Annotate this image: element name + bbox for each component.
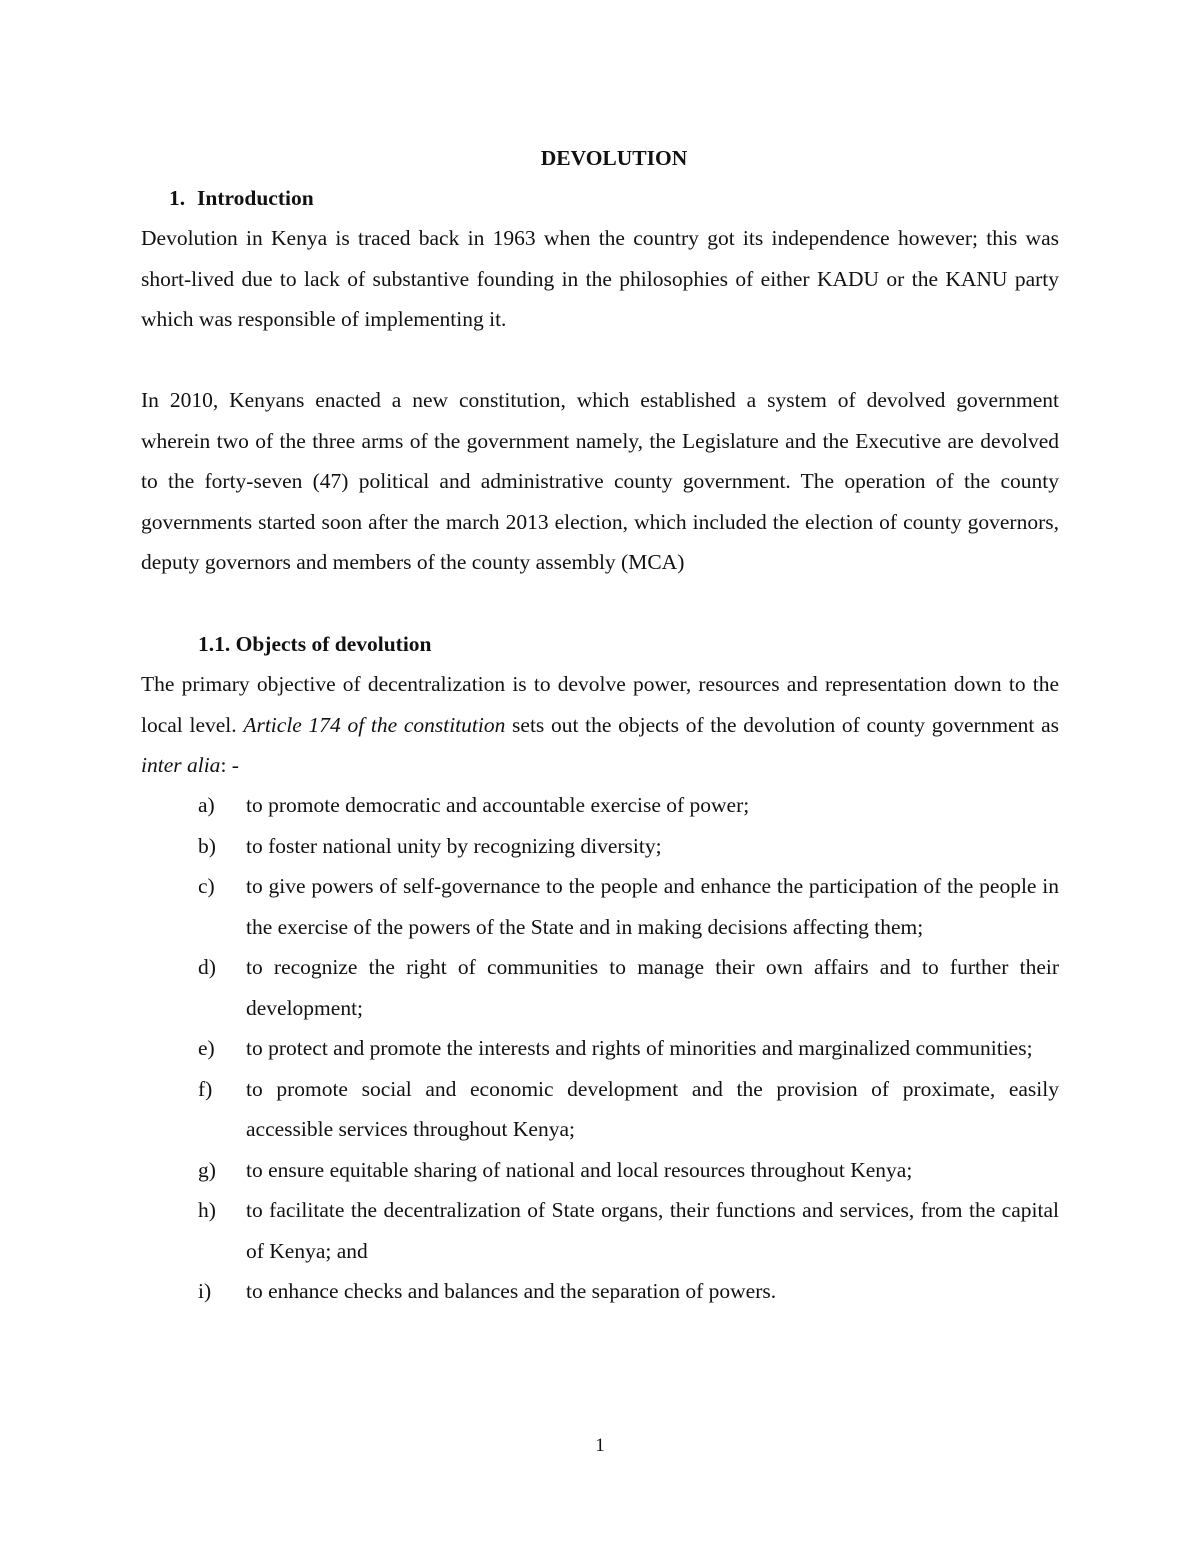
list-marker: d) [198,955,216,979]
list-item-text: to promote social and economic development and the provision of proximate, easily accessible services throughout Kenya; [246,1076,1059,1141]
section-heading-text: Introduction [197,186,314,210]
introduction-paragraph-1: Devolution in Kenya is traced back in 1963 when the country got its independence however; this was short-lived due to lack of substantive founding in the philosophies of either KADU or the KANU party which was responsible of implementing it. [141,226,1059,331]
list-item-text: to foster national unity by recognizing diversity; [246,833,662,858]
section-number: 1. [169,186,186,210]
section-heading-introduction [169,184,314,212]
intro-text-part-3: : - [220,753,239,777]
list-item-text: to ensure equitable sharing of national and local resources throughout Kenya; [246,1157,913,1182]
list-marker: i) [198,1279,212,1303]
list-marker: c) [198,874,215,898]
list-item-text: to promote democratic and accountable exercise of power; [246,793,750,817]
page-number: 1 [595,1435,605,1456]
list-item [141,1190,1059,1271]
list-item-text: to enhance checks and balances and the separation of powers. [246,1279,777,1303]
list-item [141,866,1059,947]
intro-text-part-2: sets out the objects of the devolution of county government as [505,712,1059,737]
list-item-text: to protect and promote the interests and rights of minorities and marginalized communities; [246,1036,1033,1060]
latin-phrase: inter alia [141,753,221,777]
list-marker: g) [198,1157,216,1182]
introduction-paragraph-2: In 2010, Kenyans enacted a new constitution, which established a system of devolved government wherein two of the three arms of the government namely, the Legislature and the Executive are devolved to the forty-seven (47) political and administrative county government. The operation of the county governments started soon after the march 2013 election, which included the election of county governors, deputy governors and members of the county assembly (MCA) [141,388,1059,574]
list-item [141,1028,1059,1069]
list-item-text: to recognize the right of communities to manage their own affairs and to further their development; [246,955,1059,1020]
list-item [141,947,1059,1028]
objects-list [141,785,1059,1312]
list-marker: f) [198,1076,213,1101]
list-item-text: to facilitate the decentralization of State organs, their functions and services, from the capital of Kenya; and [246,1198,1059,1263]
intro-text-part-1: The primary objective of decentralization is to devolve power, resources and representation down to the local level. [141,672,1059,737]
list-item [141,1271,1059,1312]
list-marker: e) [198,1036,215,1060]
list-item-text: to give powers of self-governance to the people and enhance the participation of the people in the exercise of the powers of the State and in making decisions affecting them; [246,874,1059,939]
list-item [141,1150,1059,1191]
list-item [141,1069,1059,1150]
article-reference: Article 174 of the constitution [243,712,506,737]
document-title: DEVOLUTION [540,146,688,170]
list-item [141,785,1059,826]
list-item [141,826,1059,867]
objects-intro-paragraph [141,664,1059,786]
list-marker: h) [198,1198,216,1222]
list-marker: b) [198,833,216,858]
list-marker: a) [198,793,215,817]
section-heading-objects-of-devolution: 1.1. Objects of devolution [198,632,432,656]
